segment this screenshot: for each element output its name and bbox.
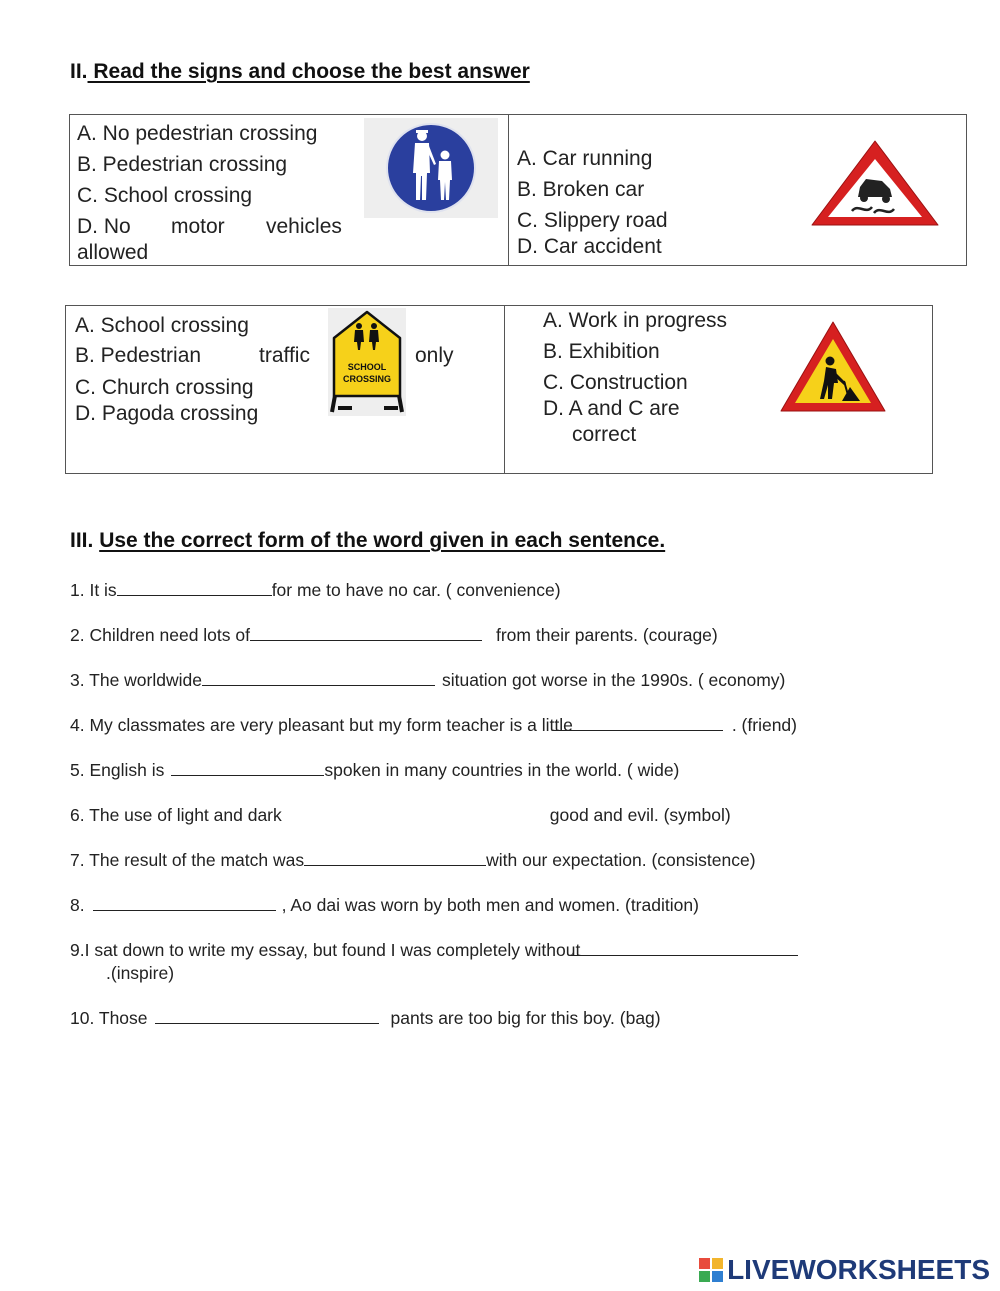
q3-option-b-word-1: B. Pedestrian — [75, 344, 202, 367]
q2-option-d[interactable]: D. Car accident — [517, 235, 662, 258]
q1-option-c[interactable]: C. School crossing — [77, 184, 253, 207]
section-3-number: III. — [70, 529, 94, 552]
table-2-divider — [504, 306, 505, 473]
q2-option-b[interactable]: B. Broken car — [517, 178, 645, 201]
section-3-title: Use the correct form of the word given in each sentence. — [99, 529, 666, 552]
table-1-divider — [508, 115, 509, 265]
sentence-2-start: 2. Children need lots of — [70, 625, 250, 645]
q1-option-d-word-1: D. No — [77, 215, 131, 238]
q2-option-c[interactable]: C. Slippery road — [517, 209, 668, 232]
q4-option-a[interactable]: A. Work in progress — [543, 309, 728, 332]
section-2-heading — [70, 60, 530, 84]
sentence-9-start: 9.I sat down to write my essay, but found I was completely without — [70, 940, 581, 960]
answer-input-4[interactable] — [632, 711, 798, 733]
q1-option-d-word-3: vehicles — [266, 215, 342, 238]
sentence-4-start: 4. My classmates are very pleasant but my form teacher is a little — [70, 715, 573, 735]
q3-option-d[interactable]: D. Pagoda crossing — [75, 402, 259, 425]
question-table-2 — [65, 305, 933, 474]
q1-option-b[interactable]: B. Pedestrian crossing — [77, 153, 288, 176]
pedestrian-sign-icon — [364, 118, 498, 218]
school-sign-text-2: CROSSING — [342, 374, 392, 384]
slippery-road-sign-icon — [808, 137, 942, 229]
q3-option-c[interactable]: C. Church crossing — [75, 376, 254, 399]
section-3-heading — [70, 529, 665, 553]
q3-option-b-word-2: traffic — [259, 344, 310, 367]
q1-option-d[interactable] — [77, 215, 342, 239]
question-table-1 — [69, 114, 967, 266]
sentence-7-start: 7. The result of the match was — [70, 850, 305, 870]
q3-option-a[interactable]: A. School crossing — [75, 314, 249, 337]
q2-option-a[interactable]: A. Car running — [517, 147, 653, 170]
sentence-10-start: 10. Those — [70, 1008, 148, 1028]
q1-option-d-word-2: motor — [171, 215, 225, 238]
sentence-5-end: spoken in many countries in the world. ( wide) — [324, 760, 680, 780]
sentence-8-end: , Ao dai was worn by both men and women. (tradition) — [281, 895, 699, 915]
q4-option-d[interactable]: D. A and C are — [543, 397, 680, 420]
school-crossing-sign-icon — [328, 308, 406, 416]
answer-input-1[interactable] — [127, 576, 277, 598]
q4-option-c[interactable]: C. Construction — [543, 371, 688, 394]
answer-input-6[interactable] — [318, 801, 566, 823]
sentence-1-end: for me to have no car. ( convenience) — [271, 580, 561, 600]
liveworksheets-logo-icon — [699, 1258, 723, 1282]
sentence-10-end: pants are too big for this boy. (bag) — [390, 1008, 661, 1028]
q1-option-d-continued: allowed — [77, 241, 149, 264]
sentence-3-start: 3. The worldwide — [70, 670, 202, 690]
answer-input-9[interactable] — [632, 936, 856, 958]
sentence-4-end: . (friend) — [731, 715, 797, 735]
sentence-2-end: from their parents. (courage) — [495, 625, 718, 645]
q3-option-b-word-3: only — [415, 344, 454, 367]
liveworksheets-logo[interactable] — [699, 1254, 990, 1286]
section-2-number: II. — [70, 60, 88, 83]
liveworksheets-logo-text: LIVEWORKSHEETS — [727, 1254, 990, 1285]
q4-option-b[interactable]: B. Exhibition — [543, 340, 660, 363]
sentence-6-start: 6. The use of light and dark — [70, 805, 282, 825]
sentence-1-start: 1. It is — [70, 580, 117, 600]
roadworks-sign-icon — [778, 319, 888, 415]
answer-input-5[interactable] — [185, 756, 335, 778]
q4-option-d-continued: correct — [572, 423, 637, 446]
sentence-3-end: situation got worse in the 1990s. ( economy) — [441, 670, 786, 690]
sentence-7-end: with our expectation. (consistence) — [486, 850, 756, 870]
school-sign-text-1: SCHOOL — [347, 362, 387, 372]
section-2-title: Read the signs and choose the best answer — [87, 60, 530, 83]
answer-input-2[interactable] — [272, 621, 500, 643]
sentence-8-start: 8. — [70, 895, 85, 915]
answer-input-3[interactable] — [219, 666, 447, 688]
sentence-5 — [70, 759, 679, 781]
answer-input-10[interactable] — [164, 1004, 384, 1026]
q1-option-a[interactable]: A. No pedestrian crossing — [77, 122, 318, 145]
sentence-9-end: .(inspire) — [106, 963, 175, 983]
sentence-6-end: good and evil. (symbol) — [549, 805, 731, 825]
sentence-5-start: 5. English is — [70, 760, 165, 780]
answer-input-7[interactable] — [333, 846, 511, 868]
answer-input-8[interactable] — [94, 891, 274, 913]
